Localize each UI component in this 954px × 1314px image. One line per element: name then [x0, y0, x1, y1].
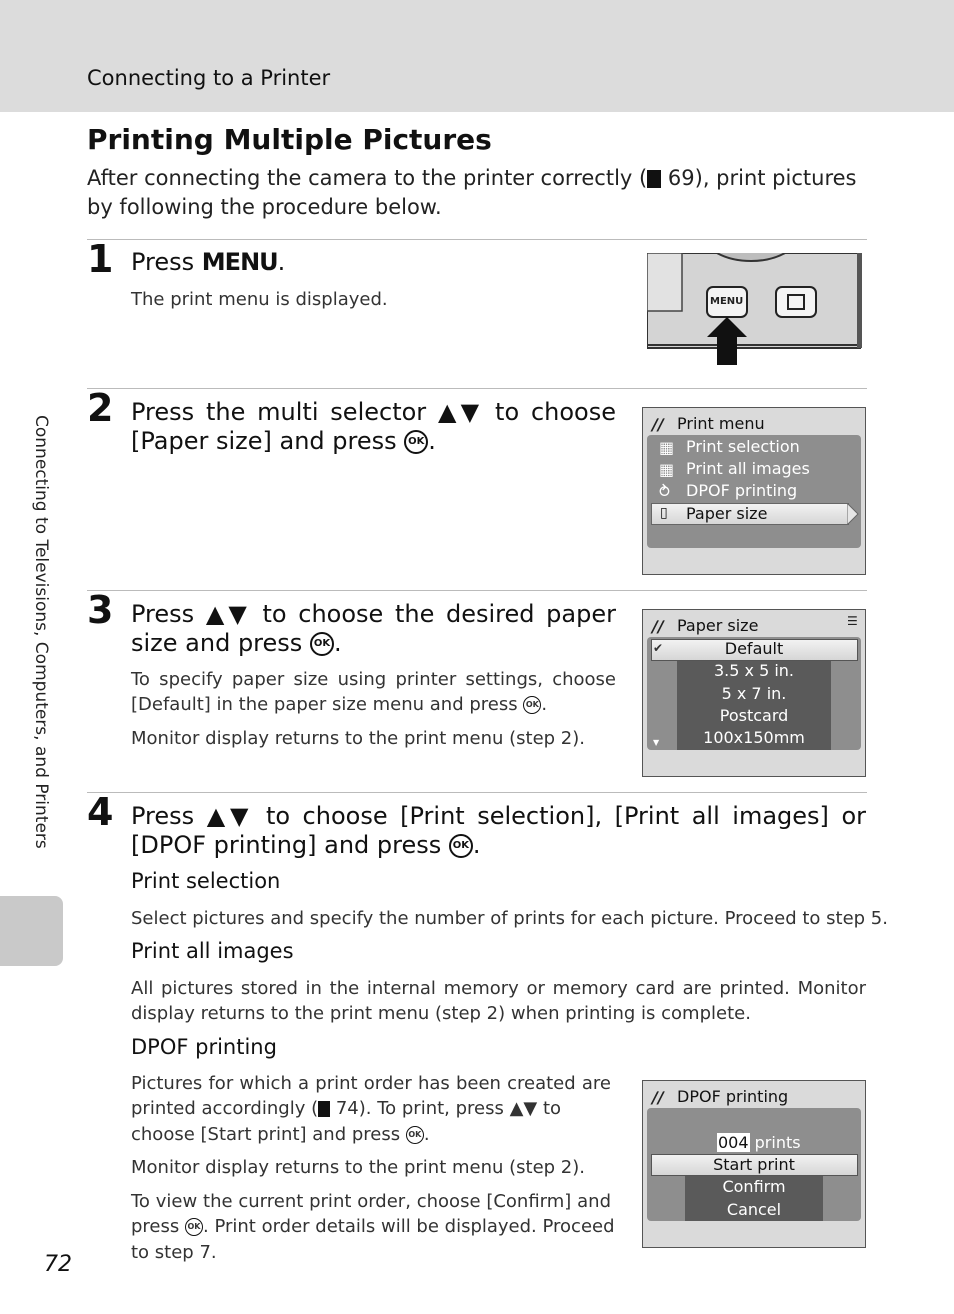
- list-item[interactable]: Start print: [713, 1155, 795, 1174]
- grid-icon: ▦: [659, 460, 675, 479]
- side-section-label: Connecting to Televisions, Computers, and Printers: [31, 415, 51, 849]
- print-all-line-1: All pictures stored in the internal memory or memory card are printed. Monitor: [131, 978, 866, 999]
- list-item[interactable]: Cancel: [726, 1200, 782, 1219]
- dpof-icon: ⥁: [659, 482, 670, 501]
- dpof-screen: [642, 1080, 866, 1248]
- step-3-line-1: Press ▲▼ to choose the desired paper: [131, 600, 616, 628]
- dpof-text: press: [131, 1216, 180, 1237]
- step-3-line-2: [131, 629, 342, 658]
- divider: [87, 792, 867, 793]
- step-3-text: size and press: [131, 629, 303, 657]
- page-title: Printing Multiple Pictures: [87, 123, 492, 156]
- dpof-text: printed accordingly (: [131, 1098, 319, 1119]
- divider: [87, 388, 867, 389]
- print-selection-text: Select pictures and specify the number of prints for each picture. Proceed to step 5.: [131, 908, 888, 929]
- screen-title: DPOF printing: [677, 1087, 789, 1106]
- menu-item[interactable]: DPOF printing: [686, 481, 798, 500]
- ok-button-icon: OK: [310, 632, 334, 656]
- dpof-text: . Print order details will be displayed. Proceed: [203, 1216, 615, 1237]
- step-number: 4: [87, 790, 114, 834]
- step-3-para-2: Monitor display returns to the print menu (step 2).: [131, 728, 586, 749]
- step-3-end: .: [333, 629, 342, 657]
- screen-title: Paper size: [677, 616, 759, 635]
- menu-button-label: MENU: [710, 296, 744, 307]
- menu-item-selected[interactable]: [651, 503, 849, 525]
- page-number: 72: [44, 1252, 72, 1277]
- subheading-print-selection: Print selection: [131, 869, 281, 893]
- printer-icon: ∕∕: [652, 415, 664, 434]
- screen-title: Print menu: [677, 414, 765, 433]
- list-item[interactable]: 100x150mm: [703, 728, 805, 747]
- dpof-p2: Monitor display returns to the print menu (step 2).: [131, 1157, 586, 1178]
- paper-icon: ▯: [660, 505, 668, 521]
- list-item[interactable]: Postcard: [719, 706, 789, 725]
- dpof-p1-line-3: [131, 1122, 430, 1147]
- menu-indicator-icon: ☰: [847, 614, 858, 628]
- step-4-text: [DPOF printing] and press: [131, 831, 442, 859]
- step-3-para-1-line-2: [131, 692, 547, 717]
- menu-button-glyph: MENU: [201, 248, 278, 276]
- dpof-end: .: [423, 1124, 430, 1145]
- paper-size-screen: [642, 609, 866, 777]
- page-ref-icon: [647, 170, 661, 188]
- list-item[interactable]: 5 x 7 in.: [721, 684, 787, 703]
- running-header: Connecting to a Printer: [87, 66, 331, 90]
- selection-arrow-icon: [847, 503, 859, 525]
- step-2-line-1: Press the multi selector ▲▼ to choose: [131, 398, 616, 426]
- list-item[interactable]: Default: [724, 639, 784, 658]
- print-all-line-2: display returns to the print menu (step 2) when printing is complete.: [131, 1003, 751, 1024]
- dpof-p3-line-2: [131, 1214, 615, 1239]
- menu-item[interactable]: Print all images: [686, 459, 810, 478]
- page-ref-icon: [318, 1101, 330, 1117]
- step-1-instruction: [131, 248, 285, 277]
- step-2-end: .: [428, 427, 436, 455]
- intro-ref: 69: [667, 166, 695, 190]
- divider: [87, 239, 867, 240]
- check-icon: ✔: [653, 641, 664, 655]
- intro-text-a: After connecting the camera to the printer correctly (: [87, 166, 648, 190]
- step-number: 1: [87, 237, 114, 281]
- camera-back-illustration: [647, 253, 862, 365]
- menu-item[interactable]: Print selection: [686, 437, 800, 456]
- dpof-text: ). To print, press ▲▼ to: [358, 1098, 562, 1119]
- step-2-line-2: [131, 427, 436, 456]
- print-selection-icon: ▦: [659, 438, 675, 457]
- dpof-p3-line-1: To view the current print order, choose [Confirm] and: [131, 1191, 611, 1212]
- step-2-text: [Paper size] and press: [131, 427, 397, 455]
- menu-item-label: Paper size: [686, 504, 768, 523]
- print-menu-screen: [642, 407, 866, 575]
- ok-button-icon: OK: [449, 834, 473, 858]
- ok-button-icon: OK: [185, 1218, 203, 1236]
- step-4-end: .: [472, 831, 481, 859]
- step-1-text: Press: [131, 248, 202, 276]
- ok-button-icon: OK: [404, 430, 428, 454]
- dpof-p1-line-1: Pictures for which a print order has been created are: [131, 1073, 611, 1094]
- print-count-unit: prints: [754, 1133, 801, 1152]
- step-number: 2: [87, 386, 114, 430]
- dpof-text: choose [Start print] and press: [131, 1124, 401, 1145]
- print-count-value[interactable]: 004: [718, 1133, 749, 1152]
- step-1-text-end: .: [277, 248, 286, 276]
- dpof-p3-line-3: to step 7.: [131, 1242, 217, 1263]
- list-item[interactable]: 3.5 x 5 in.: [713, 661, 795, 680]
- dpof-ref: 74: [335, 1098, 359, 1119]
- step-4-line-1: Press ▲▼ to choose [Print selection], [Print all images] or: [131, 802, 866, 830]
- intro-text-b: ), print pictures by following the procedure below.: [87, 166, 857, 219]
- dpof-p1-line-2: [131, 1096, 611, 1121]
- intro-paragraph: [87, 164, 867, 222]
- subheading-print-all: Print all images: [131, 939, 294, 963]
- printer-icon: ∕∕: [652, 617, 664, 636]
- subheading-dpof: DPOF printing: [131, 1035, 277, 1059]
- ok-button-icon: OK: [523, 696, 541, 714]
- step-1-desc: The print menu is displayed.: [131, 289, 388, 310]
- step-number: 3: [87, 588, 114, 632]
- ok-button-icon: OK: [406, 1126, 424, 1144]
- list-item[interactable]: Confirm: [722, 1177, 786, 1196]
- side-tab: [0, 896, 63, 966]
- step-3-para-text: [Default] in the paper size menu and press: [131, 694, 518, 715]
- step-3-para-1-line-1: To specify paper size using printer settings, choose: [131, 669, 616, 690]
- print-count: [717, 1133, 801, 1152]
- printer-icon: ∕∕: [652, 1088, 664, 1107]
- step-4-line-2: [131, 831, 481, 860]
- scroll-down-icon: ▼: [653, 738, 660, 747]
- divider: [87, 590, 867, 591]
- step-3-para-end: .: [541, 694, 548, 715]
- header-bar: [0, 0, 954, 112]
